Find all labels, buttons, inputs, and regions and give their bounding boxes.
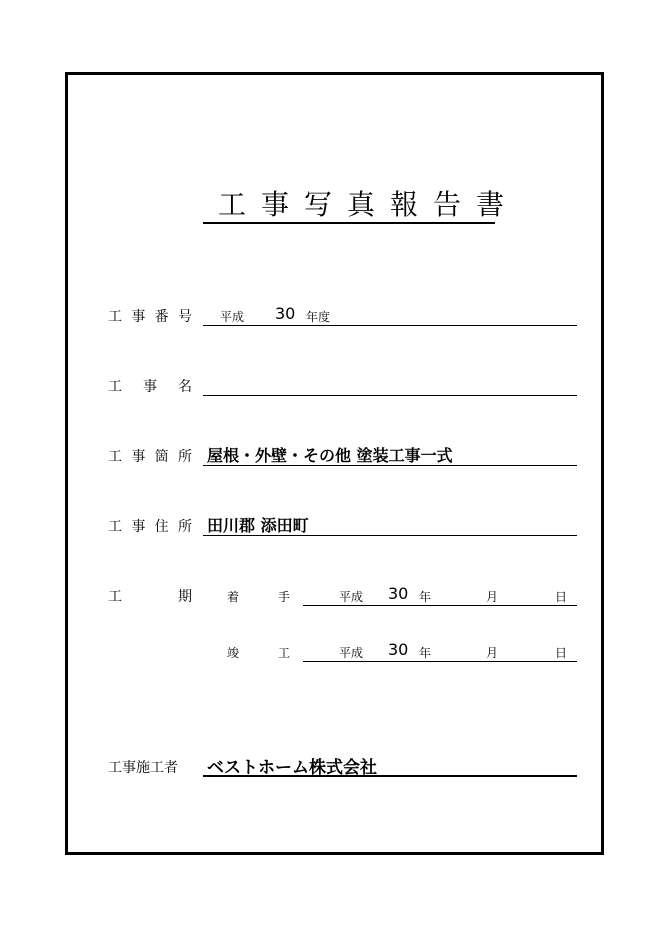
- end-month-unit: 月: [486, 646, 499, 660]
- end-year: 30: [388, 640, 409, 659]
- label-char: 事: [131, 309, 146, 325]
- start-day-unit: 日: [555, 590, 568, 604]
- label-char: 事: [131, 449, 146, 465]
- start-label-2: 手: [278, 590, 291, 604]
- label-char: 箇: [154, 449, 169, 465]
- address-value: 田川郡 添田町: [207, 516, 309, 535]
- end-day-unit: 日: [555, 646, 568, 660]
- label-char: 所: [177, 449, 192, 465]
- label-char: 事: [143, 379, 157, 395]
- number-era: 平成: [220, 310, 245, 324]
- start-underline: [303, 605, 577, 606]
- address-label: [108, 516, 192, 536]
- label-char: 番: [154, 309, 169, 325]
- label-char: 所: [177, 519, 192, 535]
- label-char: 工: [108, 589, 122, 605]
- end-label-2: 工: [278, 646, 291, 660]
- contractor-label: 工事施工者: [108, 760, 178, 776]
- name-underline: [203, 395, 577, 396]
- start-year-unit: 年: [419, 590, 432, 604]
- period-label: [108, 586, 192, 606]
- label-char: 工: [108, 379, 122, 395]
- name-label: [108, 376, 192, 396]
- label-char: 号: [177, 309, 192, 325]
- number-suffix: 年度: [306, 310, 331, 324]
- document-title: 工事写真報告書: [203, 188, 495, 224]
- location-value: 屋根・外壁・その他 塗装工事一式: [207, 446, 453, 465]
- label-char: 事: [131, 519, 146, 535]
- end-era: 平成: [339, 646, 364, 660]
- start-month-unit: 月: [486, 590, 499, 604]
- location-label: [108, 446, 192, 466]
- label-char: 工: [108, 519, 122, 535]
- end-underline: [303, 661, 577, 662]
- contractor-value: ベストホーム株式会社: [207, 758, 377, 778]
- address-underline: [203, 535, 577, 536]
- label-char: 期: [178, 589, 192, 605]
- label-char: 住: [154, 519, 169, 535]
- label-char: 名: [178, 379, 192, 395]
- number-year: 30: [275, 304, 296, 323]
- location-underline: [203, 465, 577, 466]
- start-year: 30: [388, 584, 409, 603]
- label-char: 工: [108, 309, 122, 325]
- number-underline: [203, 325, 577, 326]
- label-char: 工: [108, 449, 122, 465]
- end-label-1: 竣: [227, 646, 240, 660]
- start-label-1: 着: [227, 590, 240, 604]
- end-year-unit: 年: [419, 646, 432, 660]
- number-label: [108, 306, 192, 326]
- contractor-underline: [203, 775, 577, 777]
- start-era: 平成: [339, 590, 364, 604]
